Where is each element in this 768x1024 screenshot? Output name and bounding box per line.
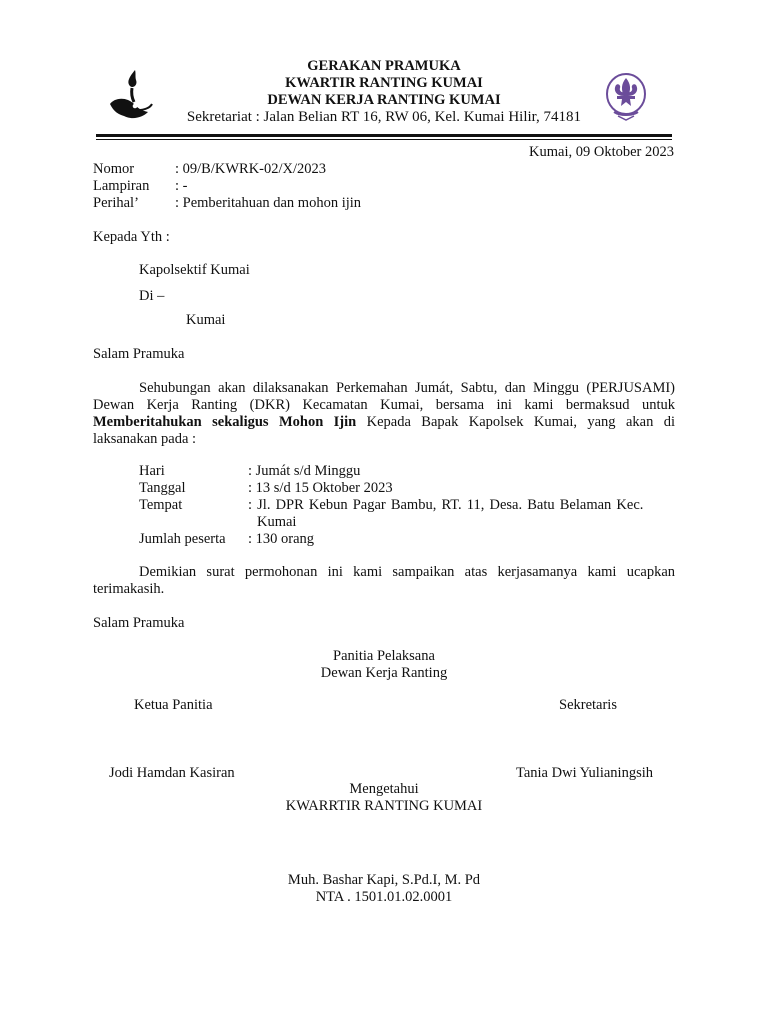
detail-label-peserta: Jumlah peserta: [139, 531, 226, 547]
left-signer-name: Jodi Hamdan Kasiran: [109, 765, 235, 781]
body-text-bold: Memberitahukan sekaligus Mohon Ijin: [93, 414, 357, 430]
detail-label-tanggal: Tanggal: [139, 480, 186, 496]
letterhead: [160, 58, 608, 126]
detail-value-tempat: : Jl. DPR Kebun Pagar Bambu, RT. 11, Desa. Batu Belaman Kec.: [248, 497, 644, 513]
recipient-name: Kapolsektif Kumai: [139, 262, 250, 278]
tunas-kelapa-icon: [108, 68, 154, 126]
body-paragraph-2: [93, 564, 675, 598]
recipient-di: Di –: [139, 288, 165, 304]
body-text-1: Sehubungan akan dilaksanakan Perkemahan Jumát, Sabtu, dan Minggu (PERJUSAMI) Dewan Kerja Ranting (DKR) Kecamatan Kumai, bersama ini kami bermaksud untuk: [93, 380, 675, 413]
meta-label-lampiran: Lampiran: [93, 178, 150, 194]
right-role: Sekretaris: [559, 697, 617, 713]
body-paragraph-1: [93, 380, 675, 448]
detail-value-tanggal: : 13 s/d 15 Oktober 2023: [248, 480, 393, 496]
header-rule-thin: [96, 139, 672, 140]
detail-value-peserta: : 130 orang: [248, 531, 315, 547]
recipient-place: Kumai: [186, 312, 226, 328]
scout-fleur-de-lis-icon: [604, 70, 648, 122]
left-role: Ketua Panitia: [134, 697, 213, 713]
body-text-3: Demikian surat permohonan ini kami sampaikan atas kerjasamanya kami ucapkan terimakasih.: [93, 564, 675, 597]
right-signer-name: Tania Dwi Yulianingsih: [516, 765, 653, 781]
head-nta: NTA . 1501.01.02.0001: [315, 889, 453, 905]
detail-value-tempat-line2: Kumai: [257, 514, 297, 530]
body-text-2: Kepada Bapak Kapolsek Kumai, yang akan di laksanakan pada :: [93, 414, 675, 447]
detail-label-hari: Hari: [139, 463, 165, 479]
org-line-1: GERAKAN PRAMUKA: [307, 58, 461, 74]
committee-line-1: Panitia Pelaksana: [333, 648, 435, 664]
acknowledge-label: Mengetahui: [349, 781, 419, 797]
meta-label-nomor: Nomor: [93, 161, 135, 177]
detail-value-hari: : Jumát s/d Minggu: [248, 463, 361, 479]
org-line-3: DEWAN KERJA RANTING KUMAI: [267, 92, 501, 108]
letter-date: Kumai, 09 Oktober 2023: [529, 144, 674, 160]
committee-line-2: Dewan Kerja Ranting: [320, 665, 448, 681]
closing-greeting: Salam Pramuka: [93, 615, 185, 631]
org-line-2: KWARTIR RANTING KUMAI: [285, 75, 483, 91]
meta-value-perihal: : Pemberitahuan dan mohon ijin: [175, 195, 362, 211]
secretariat-address: Sekretariat : Jalan Belian RT 16, RW 06, Kel. Kumai Hilir, 74181: [186, 109, 582, 125]
detail-label-tempat: Tempat: [139, 497, 183, 513]
greeting: Salam Pramuka: [93, 346, 185, 362]
head-name: Muh. Bashar Kapi, S.Pd.I, M. Pd: [287, 872, 481, 888]
acknowledge-org: KWARRTIR RANTING KUMAI: [285, 798, 483, 814]
meta-label-perihal: Perihal’: [93, 195, 139, 211]
meta-value-nomor: : 09/B/KWRK-02/X/2023: [175, 161, 327, 177]
header-rule-thick: [96, 134, 672, 137]
meta-value-lampiran: : -: [175, 178, 188, 194]
recipient-kepada: Kepada Yth :: [93, 229, 170, 245]
